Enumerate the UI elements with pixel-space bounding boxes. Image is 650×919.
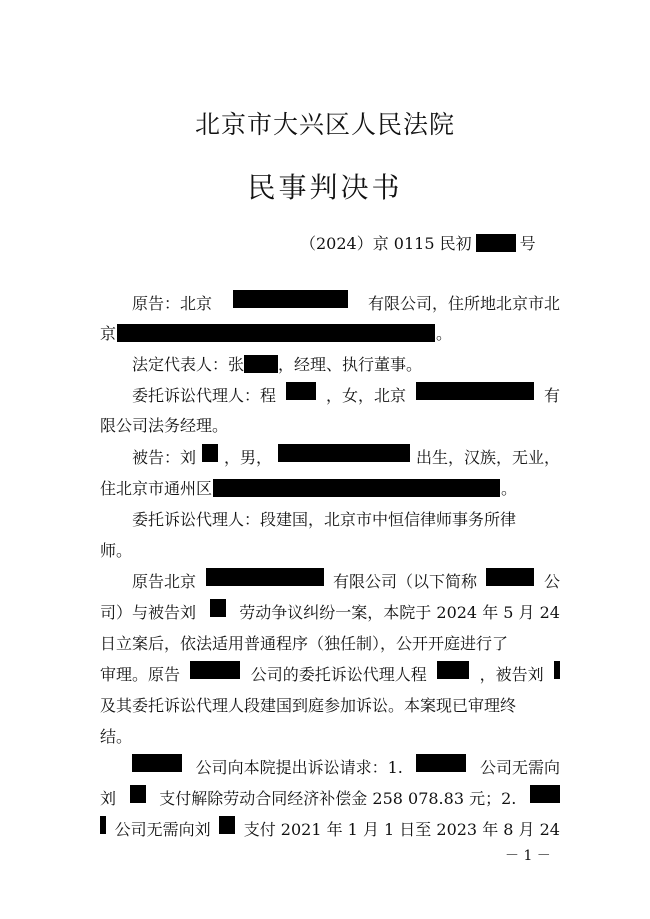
para1-line-5: 及其委托诉讼代理人段建国到庭参加诉讼。本案现已审理终 (100, 696, 517, 715)
redaction-bar (286, 382, 316, 400)
redaction-bar (219, 816, 235, 834)
redaction-bar (554, 661, 560, 679)
redaction-bar (530, 785, 560, 803)
para2-text-3b: 支付 2021 年 1 月 1 日至 2023 年 8 月 24 (243, 820, 560, 839)
agent1-text-1b: ，女，北京 (325, 386, 406, 405)
agent1-line-1 (100, 382, 560, 410)
page-number: － 1 － (505, 848, 551, 864)
defendant-line-1 (100, 444, 560, 472)
para2-line-1 (100, 754, 560, 782)
para1-text-2b: 劳动争议纠纷一案，本院于 2024 年 5 月 24 (239, 603, 560, 622)
redaction-bar (486, 568, 534, 586)
redaction-bar (190, 661, 240, 679)
para1-text-2a: 司）与被告刘 (100, 603, 197, 622)
para1-text-4a: 审理。原告 (100, 665, 181, 684)
case-number-prefix: （2024）京 0115 民初 (300, 234, 472, 253)
redaction-bar (130, 785, 146, 803)
para2-text-2b: 支付解除劳动合同经济补偿金 258 078.83 元；2. (159, 789, 517, 808)
agent2-line-1: 委托诉讼代理人：段建国，北京市中恒信律师事务所律 (132, 510, 517, 529)
legal-representative-line (100, 351, 560, 379)
defendant-text-1c: 出生，汉族，无业， (415, 448, 560, 467)
redaction-bar (233, 290, 348, 308)
para1-line-4 (100, 661, 560, 689)
redaction-bar (213, 479, 500, 497)
redaction-bar (132, 754, 182, 772)
para1-line-3: 日立案后，依法适用普通程序（独任制），公开开庭进行了 (100, 634, 509, 653)
agent1-line-2: 限公司法务经理。 (100, 416, 229, 435)
defendant-text-1a: 被告：刘 (132, 448, 197, 467)
para2-text-1a: 公司向本院提出诉讼请求：1. (195, 758, 403, 777)
redaction-bar (476, 234, 516, 252)
agent2-line-2: 师。 (100, 541, 133, 560)
agent1-text-1a: 委托诉讼代理人：程 (132, 386, 277, 405)
para2-line-3 (100, 816, 560, 844)
defendant-text-2a: 住北京市通州区 (100, 479, 213, 498)
redaction-bar (100, 816, 106, 834)
redaction-bar (416, 382, 534, 400)
para1-line-1 (100, 568, 560, 596)
para1-text-1b: 有限公司（以下简称 (332, 572, 477, 591)
redaction-bar (416, 754, 466, 772)
defendant-text-2b: 。 (501, 479, 518, 498)
case-number (300, 231, 536, 254)
redaction-bar (117, 324, 435, 342)
plaintiff-text-2a: 京 (100, 324, 117, 343)
para2-line-2 (100, 785, 560, 813)
redaction-bar (437, 661, 469, 679)
para1-text-1a: 原告北京 (132, 572, 197, 591)
redaction-bar (244, 355, 278, 373)
plaintiff-text-1b: 有限公司，住所地北京市北 (367, 294, 560, 313)
redaction-bar (206, 568, 324, 586)
para2-text-3a: 公司无需向刘 (114, 820, 211, 839)
plaintiff-text-1a: 原告：北京 (132, 294, 213, 313)
para1-line-2 (100, 599, 560, 627)
redaction-bar (210, 599, 226, 617)
para1-text-1c: 公 (543, 572, 560, 591)
legal-rep-text-a: 法定代表人：张 (132, 355, 245, 374)
redaction-bar (202, 444, 218, 462)
para2-text-2a: 刘 (100, 789, 117, 808)
plaintiff-line-2 (100, 320, 560, 348)
para1-text-4b: 公司的委托诉讼代理人程 (250, 665, 427, 684)
plaintiff-text-2b: 。 (436, 324, 453, 343)
defendant-line-2 (100, 475, 560, 503)
court-name: 北京市大兴区人民法院 (194, 110, 455, 139)
para1-line-6: 结。 (100, 727, 133, 746)
document-type: 民事判决书 (247, 171, 403, 204)
defendant-text-1b: ，男， (223, 448, 272, 467)
para1-text-4c: ，被告刘 (479, 665, 544, 684)
agent1-text-1c: 有 (543, 386, 560, 405)
legal-rep-text-b: ，经理、执行董事。 (278, 355, 423, 374)
para2-text-1b: 公司无需向 (479, 758, 560, 777)
case-number-suffix: 号 (519, 234, 536, 253)
plaintiff-line-1 (100, 290, 560, 318)
redaction-bar (278, 444, 410, 462)
